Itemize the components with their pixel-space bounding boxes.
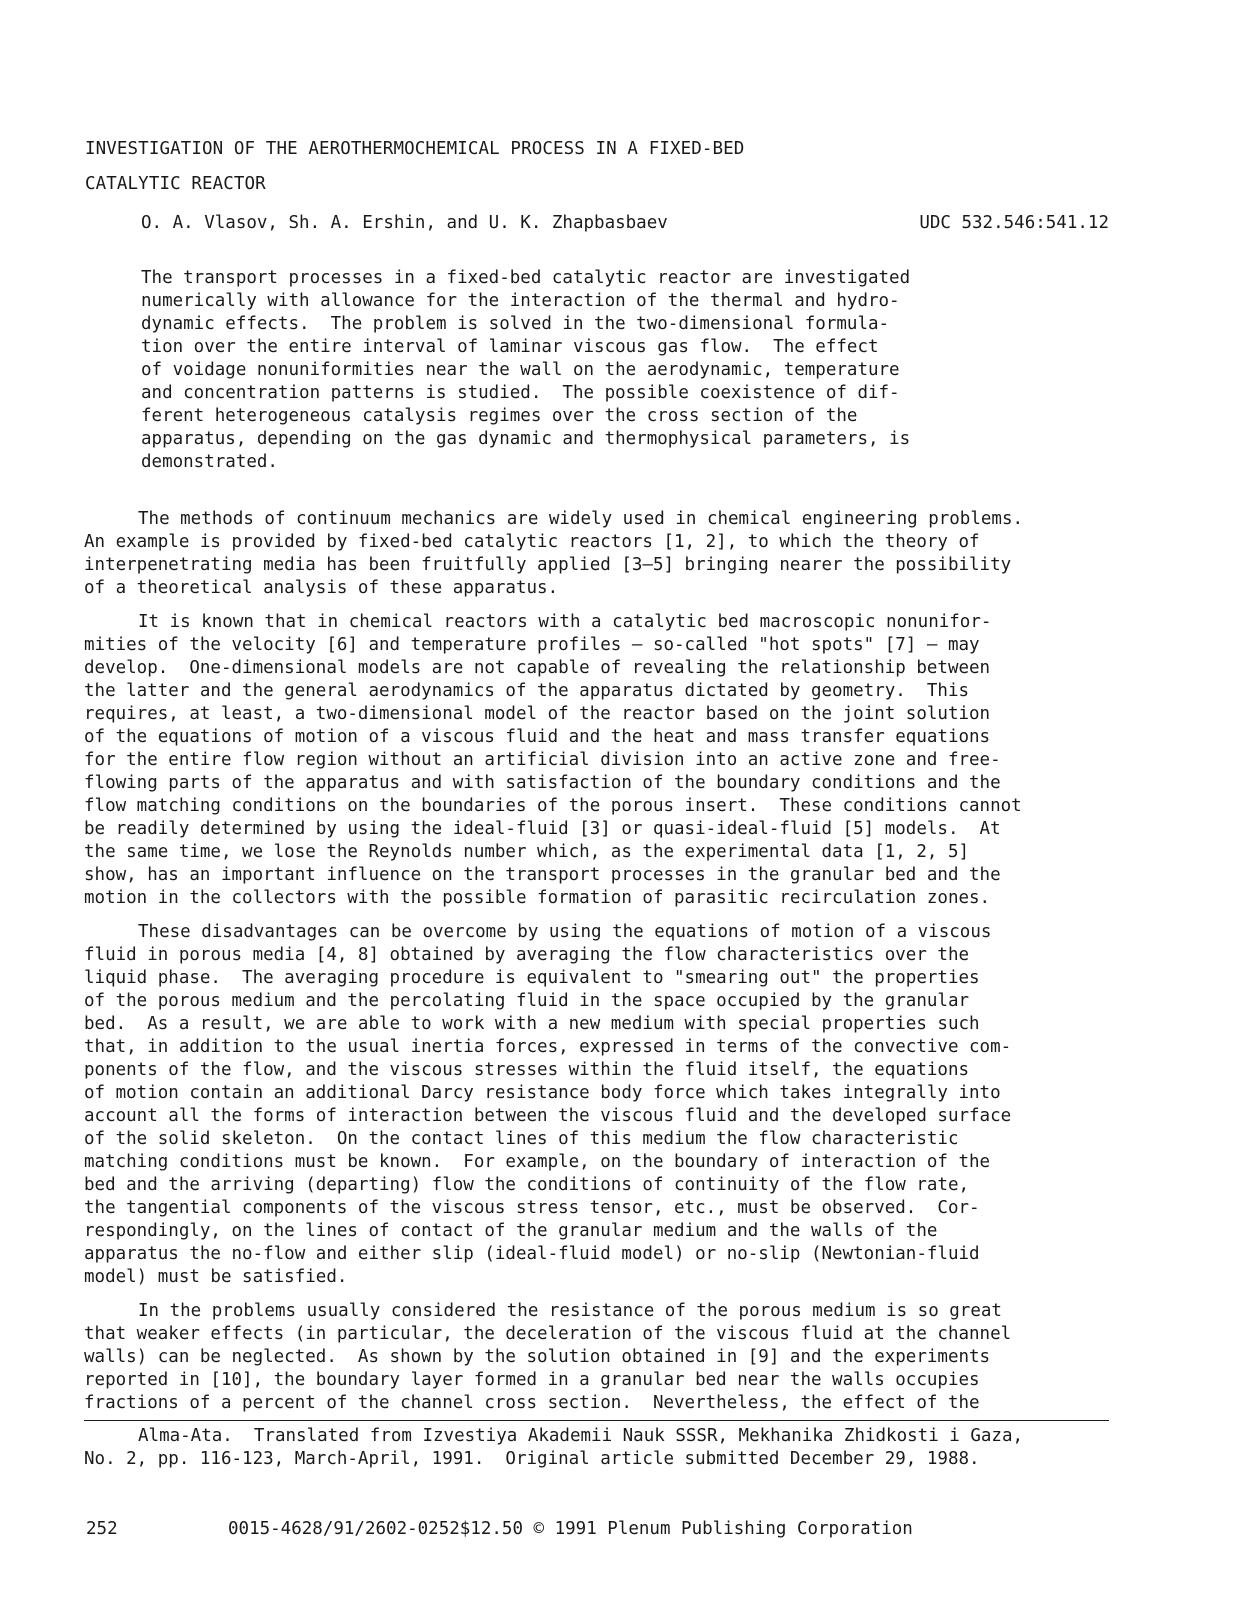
page-number: 252 <box>86 1519 118 1539</box>
authors: O. A. Vlasov, Sh. A. Ershin, and U. K. Zhapbasbaev <box>141 213 668 233</box>
footnote-line-1: Alma-Ata. Translated from Izvestiya Akademii Nauk SSSR, Mekhanika Zhidkosti i Gaza, <box>138 1426 1024 1446</box>
paragraph-line: bed and the arriving (departing) flow the conditions of continuity of the flow rate, <box>84 1175 970 1195</box>
footnote-divider <box>84 1420 1109 1421</box>
body-text <box>84 508 1094 1426</box>
paragraph-line: that, in addition to the usual inertia forces, expressed in terms of the convective com- <box>84 1037 1012 1057</box>
abstract-line: tion over the entire interval of laminar viscous gas flow. The effect <box>141 337 879 357</box>
abstract-line: numerically with allowance for the interaction of the thermal and hydro- <box>141 291 900 311</box>
paragraph-line: motion in the collectors with the possible formation of parasitic recirculation zones. <box>84 888 991 908</box>
paragraph-line: reported in [10], the boundary layer formed in a granular bed near the walls occupies <box>84 1370 980 1390</box>
title-line-1: INVESTIGATION OF THE AEROTHERMOCHEMICAL PROCESS IN A FIXED-BED <box>85 139 745 159</box>
paragraph-line: These disadvantages can be overcome by using the equations of motion of a viscous <box>138 922 992 942</box>
footnote-line-2: No. 2, pp. 116-123, March-April, 1991. Original article submitted December 29, 1988. <box>84 1449 980 1469</box>
paragraph-line: of a theoretical analysis of these apparatus. <box>84 578 559 598</box>
paragraph-line: model) must be satisfied. <box>84 1267 348 1287</box>
paragraph-line: flowing parts of the apparatus and with satisfaction of the boundary conditions and the <box>84 773 1001 793</box>
paragraph-line: be readily determined by using the ideal-fluid [3] or quasi-ideal-fluid [5] models. At <box>84 819 1001 839</box>
abstract <box>141 267 981 474</box>
paragraph-line: of the solid skeleton. On the contact lines of this medium the flow characteristic <box>84 1129 959 1149</box>
abstract-line: demonstrated. <box>141 452 278 472</box>
footnote <box>84 1425 1104 1471</box>
paragraph-line: flow matching conditions on the boundaries of the porous insert. These conditions cannot <box>84 796 1022 816</box>
paragraph-line: of the porous medium and the percolating fluid in the space occupied by the granular <box>84 991 970 1011</box>
paragraph-line: of motion contain an additional Darcy resistance body force which takes integrally into <box>84 1083 1001 1103</box>
paragraph-line: the same time, we lose the Reynolds number which, as the experimental data [1, 2, 5] <box>84 842 970 862</box>
paragraph-2 <box>84 611 1094 910</box>
abstract-line: and concentration patterns is studied. The possible coexistence of dif- <box>141 383 900 403</box>
paragraph-line: walls) can be neglected. As shown by the solution obtained in [9] and the experiments <box>84 1347 991 1367</box>
paragraph-line: of the equations of motion of a viscous fluid and the heat and mass transfer equations <box>84 727 991 747</box>
paragraph-line: An example is provided by fixed-bed catalytic reactors [1, 2], to which the theory of <box>84 532 980 552</box>
paragraph-line: respondingly, on the lines of contact of the granular medium and the walls of the <box>84 1221 938 1241</box>
paragraph-line: It is known that in chemical reactors with a catalytic bed macroscopic nonunifor- <box>138 612 992 632</box>
paragraph-line: interpenetrating media has been fruitfully applied [3—5] bringing nearer the possibility <box>84 555 1012 575</box>
paragraph-1 <box>84 508 1094 600</box>
paragraph-line: bed. As a result, we are able to work with a new medium with special properties such <box>84 1014 980 1034</box>
paragraph-line: requires, at least, a two-dimensional model of the reactor based on the joint solution <box>84 704 991 724</box>
paragraph-line: fractions of a percent of the channel cross section. Nevertheless, the effect of the <box>84 1393 980 1413</box>
paragraph-line: show, has an important influence on the transport processes in the granular bed and the <box>84 865 1001 885</box>
udc-code: UDC 532.546:541.12 <box>919 213 1109 233</box>
abstract-line: apparatus, depending on the gas dynamic and thermophysical parameters, is <box>141 429 911 449</box>
paragraph-line: apparatus the no-flow and either slip (ideal-fluid model) or no-slip (Newtonian-fluid <box>84 1244 980 1264</box>
paragraph-line: the latter and the general aerodynamics of the apparatus dictated by geometry. This <box>84 681 970 701</box>
paragraph-line: that weaker effects (in particular, the deceleration of the viscous fluid at the channel <box>84 1324 1012 1344</box>
paragraph-line: fluid in porous media [4, 8] obtained by averaging the flow characteristics over the <box>84 945 970 965</box>
paragraph-3 <box>84 921 1094 1289</box>
paragraph-4 <box>84 1300 1094 1415</box>
paragraph-line: ponents of the flow, and the viscous stresses within the fluid itself, the equations <box>84 1060 970 1080</box>
paragraph-line: The methods of continuum mechanics are widely used in chemical engineering problems. <box>138 509 1024 529</box>
page-footer <box>86 1518 913 1541</box>
paragraph-line: develop. One-dimensional models are not capable of revealing the relationship between <box>84 658 991 678</box>
paragraph-line: In the problems usually considered the resistance of the porous medium is so great <box>138 1301 1002 1321</box>
abstract-line: dynamic effects. The problem is solved in the two-dimensional formula- <box>141 314 890 334</box>
paragraph-line: account all the forms of interaction between the viscous fluid and the developed surface <box>84 1106 1012 1126</box>
article-title <box>85 132 1085 202</box>
paragraph-line: for the entire flow region without an artificial division into an active zone and free- <box>84 750 1001 770</box>
paragraph-line: mities of the velocity [6] and temperature profiles — so-called "hot spots" [7] — may <box>84 635 980 655</box>
abstract-line: of voidage nonuniformities near the wall on the aerodynamic, temperature <box>141 360 900 380</box>
publication-code: 0015-4628/91/2602-0252$12.50 © 1991 Plenum Publishing Corporation <box>228 1519 913 1539</box>
paragraph-line: the tangential components of the viscous stress tensor, etc., must be observed. Cor- <box>84 1198 980 1218</box>
abstract-line: ferent heterogeneous catalysis regimes over the cross section of the <box>141 406 858 426</box>
paragraph-line: matching conditions must be known. For example, on the boundary of interaction of the <box>84 1152 991 1172</box>
paragraph-line: liquid phase. The averaging procedure is equivalent to "smearing out" the properties <box>84 968 980 988</box>
abstract-line: The transport processes in a fixed-bed catalytic reactor are investigated <box>141 268 911 288</box>
title-line-2: CATALYTIC REACTOR <box>85 174 266 194</box>
